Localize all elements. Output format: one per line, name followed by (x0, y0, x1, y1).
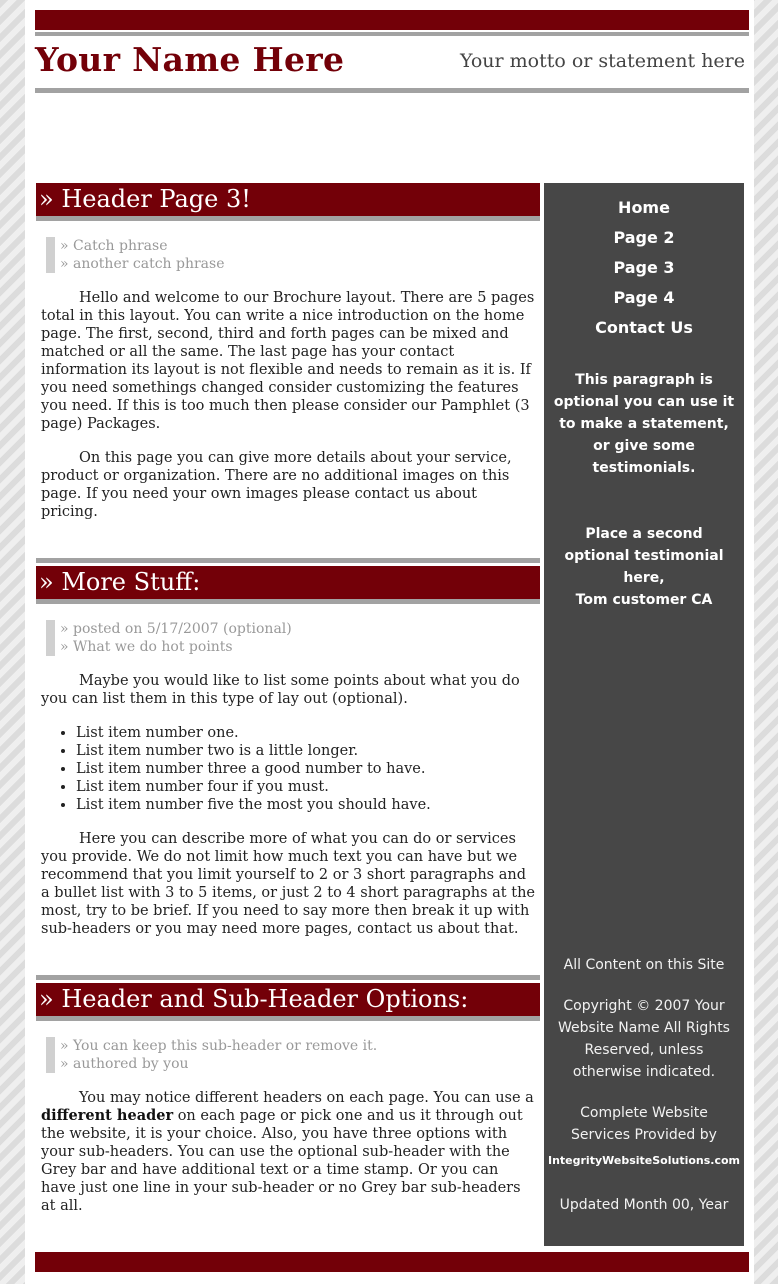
nav-page-3-link[interactable]: Page 3 (613, 258, 675, 277)
section-more-stuff (36, 566, 540, 938)
sub-header-line: » posted on 5/17/2007 (optional) (60, 621, 292, 637)
nav-page-4-link[interactable]: Page 4 (613, 288, 675, 307)
section-header-page-3 (36, 183, 540, 521)
header-rule-top (35, 32, 749, 36)
section-divider (36, 975, 540, 980)
bottom-color-bar (35, 1252, 749, 1272)
paragraph-text: on each page or pick one and us it through out the website, it is your choice. Also, you have three options with your sub-headers. You can use the optional sub-header with the Grey bar and have additional text or a time stamp. Or you can have just one line in your sub-header or no Grey bar sub-headers at all. (41, 1108, 523, 1214)
sub-header (46, 1037, 540, 1073)
nav-contact-us-link[interactable]: Contact Us (595, 318, 693, 337)
paragraph: Here you can describe more of what you can do or services you provide. We do not limit how much text you can have but we recommend that you limit yourself to 2 or 3 short paragraphs and a bullet list with 3 to 5 items, or just 2 to 4 short paragraphs at the most, try to be brief. If you need to say more then break it up with sub-headers or you may need more pages, contact us about that. (41, 831, 535, 937)
grey-bar (36, 599, 540, 604)
top-color-bar (35, 10, 749, 30)
list-item: • List item number three a good number to have. (76, 760, 540, 778)
sub-header-line: » What we do hot points (60, 639, 233, 655)
section-header-options (36, 983, 540, 1215)
paragraph: Hello and welcome to our Brochure layout. There are 5 pages total in this layout. You can write a nice introduction on the home page. The first, second, third and forth pages can be mixed and matched or all the same. The last page has your contact information its layout is not flexible and needs to remain as it is. If you need somethings changed consider customizing the features you need. If this is too much then please consider our Pamphlet (3 page) Packages. (41, 290, 535, 432)
testimonial-1: This paragraph is optional you can use it to make a statement, or give some testimonials. (553, 372, 735, 476)
sub-header-line: » another catch phrase (60, 256, 225, 272)
sub-header (46, 237, 540, 273)
sub-header-line: » You can keep this sub-header or remove it. (60, 1038, 378, 1054)
list-item: • List item number two is a little longer. (76, 742, 540, 760)
paragraph: On this page you can give more details about your service, product or organization. There are no additional images on this page. If you need your own images please contact us about pricing. (41, 450, 512, 520)
credit-link[interactable]: IntegrityWebsiteSolutions.com (547, 1154, 741, 1167)
grey-bar (36, 1016, 540, 1021)
sub-header-line: » authored by you (60, 1056, 189, 1072)
site-name: Your Name Here (35, 40, 345, 79)
header-rule-bottom (35, 88, 749, 93)
main-content (36, 183, 540, 1257)
updated-date: Updated Month 00, Year (559, 1197, 729, 1213)
sidebar-footer (544, 954, 744, 1216)
section-body (36, 1089, 540, 1215)
list-item: • List item number five the most you should have. (76, 796, 540, 814)
section-title: » Header Page 3! (36, 183, 540, 216)
nav-home-link[interactable]: Home (618, 198, 670, 217)
section-title: » More Stuff: (36, 566, 540, 599)
site-motto: Your motto or statement here (459, 50, 745, 72)
nav-page-2-link[interactable]: Page 2 (613, 228, 675, 247)
page-container (25, 0, 754, 1284)
credit-text: Complete Website Services Provided by (571, 1105, 717, 1143)
paragraph (36, 1089, 540, 1215)
sub-header-line: » Catch phrase (60, 238, 168, 254)
testimonial-2-text: Place a second optional testimonial here, (564, 526, 724, 586)
list-item: • List item number four if you must. (76, 778, 540, 796)
nav-menu (544, 193, 744, 343)
sidebar (544, 183, 744, 1246)
section-divider (36, 558, 540, 563)
copyright-line-2: Copyright © 2007 Your Website Name All Rights Reserved, unless otherwise indicated. (558, 998, 730, 1080)
bold-text: different header (41, 1107, 174, 1124)
section-body (36, 672, 540, 938)
bullet-list (36, 724, 540, 814)
testimonial-2 (552, 523, 736, 611)
testimonial-2-author: Tom customer CA (575, 592, 713, 608)
section-body (36, 289, 540, 521)
section-title: » Header and Sub-Header Options: (36, 983, 540, 1016)
paragraph: Maybe you would like to list some points about what you do you can list them in this type of lay out (optional). (41, 673, 520, 707)
grey-bar (36, 216, 540, 221)
copyright-line-1: All Content on this Site (563, 957, 725, 973)
paragraph-text: You may notice different headers on each page. You can use a (79, 1090, 534, 1106)
list-item: • List item number one. (76, 724, 540, 742)
sub-header (46, 620, 540, 656)
